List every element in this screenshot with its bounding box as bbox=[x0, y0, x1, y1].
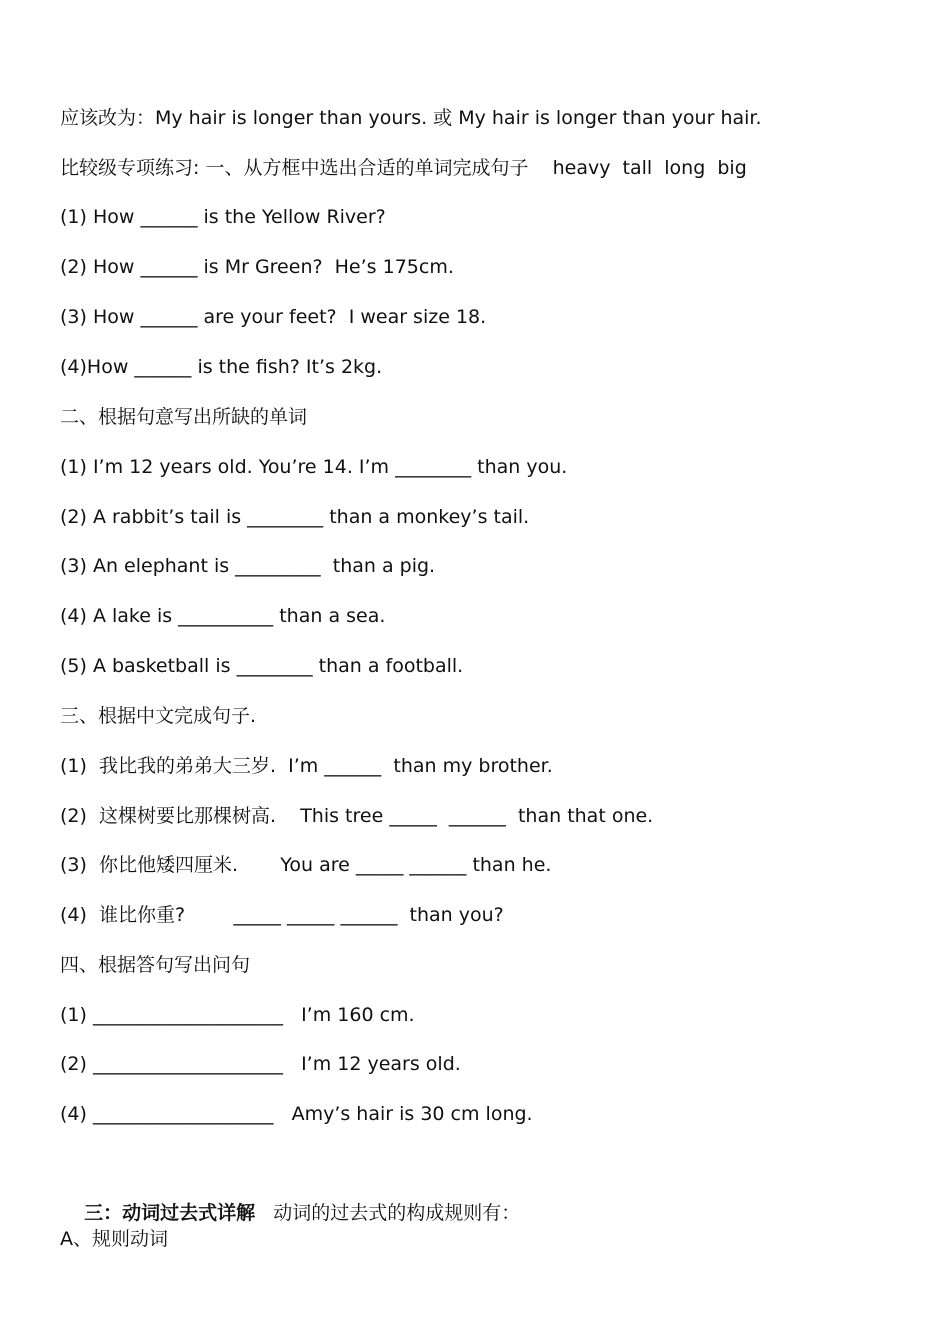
section1-item: (1) How ______ is the Yellow River? bbox=[60, 206, 386, 228]
section2-item: (5) A basketball is ________ than a football. bbox=[60, 655, 464, 677]
section3-item: (1) 我比我的弟弟大三岁. I’m ______ than my brother. bbox=[60, 755, 553, 777]
exercise-title: 比较级专项练习: 一、从方框中选出合适的单词完成句子 heavy tall long big bbox=[60, 157, 747, 179]
section3-item: (2) 这棵树要比那棵树高. This tree _____ ______ than that one. bbox=[60, 805, 654, 827]
section2-item: (1) I’m 12 years old. You’re 14. I’m ________ than you. bbox=[60, 456, 568, 478]
correction-line: 应该改为：My hair is longer than yours. 或 My hair is longer than your hair. bbox=[60, 107, 762, 129]
section1-item: (3) How ______ are your feet? I wear size 18. bbox=[60, 306, 487, 328]
section2-title: 二、根据句意写出所缺的单词 bbox=[60, 406, 308, 428]
section2-item: (3) An elephant is _________ than a pig. bbox=[60, 555, 436, 577]
section3-item: (3) 你比他矮四厘米. You are _____ ______ than he. bbox=[60, 854, 552, 876]
section2-item: (4) A lake is __________ than a sea. bbox=[60, 605, 386, 627]
section2-item: (2) A rabbit’s tail is ________ than a monkey’s tail. bbox=[60, 506, 530, 528]
section4-item: (1) ____________________ I’m 160 cm. bbox=[60, 1004, 415, 1026]
section4-item: (4) ___________________ Amy’s hair is 30 cm long. bbox=[60, 1103, 533, 1125]
section4-title: 四、根据答句写出问句 bbox=[60, 954, 251, 976]
section1-item: (2) How ______ is Mr Green? He’s 175cm. bbox=[60, 256, 454, 278]
part3-subheading: A、规则动词 bbox=[60, 1228, 168, 1250]
section3-title: 三、根据中文完成句子. bbox=[60, 705, 257, 727]
section3-item: (4) 谁比你重? _____ _____ ______ than you? bbox=[60, 904, 504, 926]
section1-item: (4)How ______ is the fish? It’s 2kg. bbox=[60, 356, 383, 378]
part3-heading-rest: 动词的过去式的构成规则有： bbox=[255, 1202, 521, 1224]
section4-item: (2) ____________________ I’m 12 years old. bbox=[60, 1053, 461, 1075]
part3-heading-bold: 三：动词过去式详解 bbox=[84, 1202, 256, 1224]
